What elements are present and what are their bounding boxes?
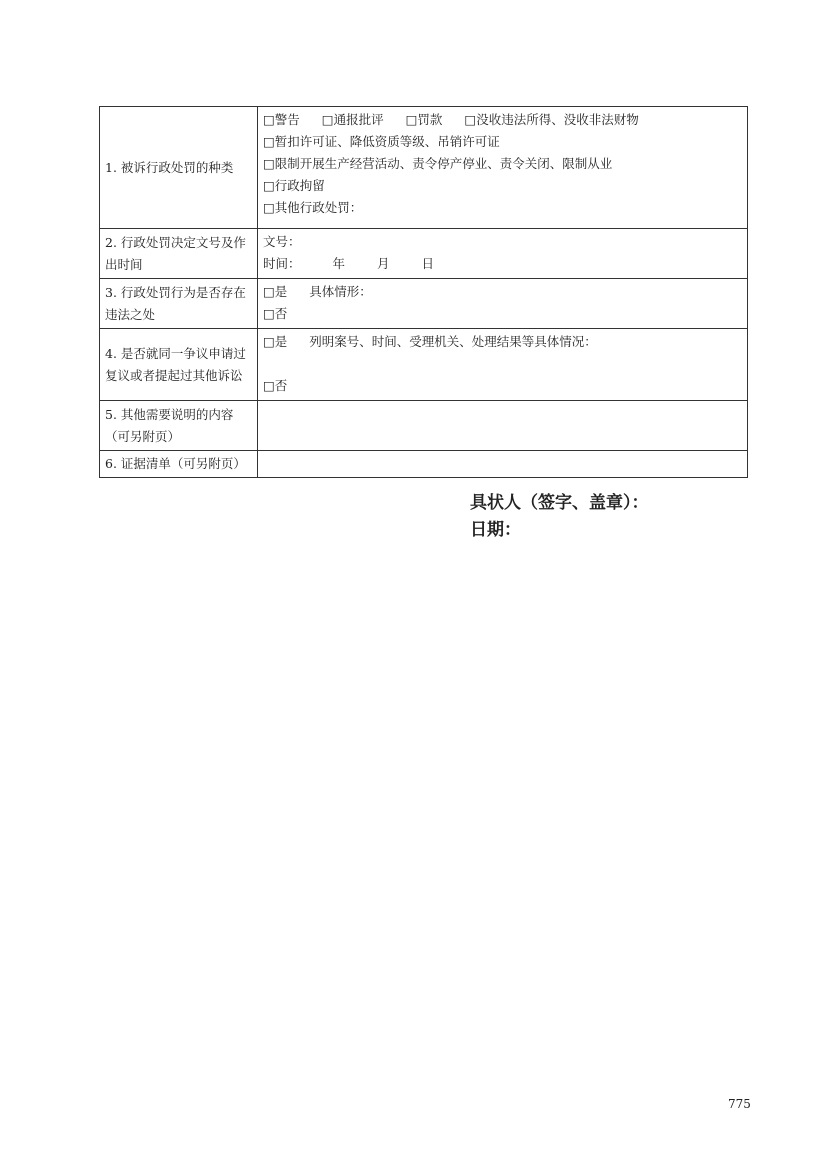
penalty-type-options bbox=[258, 107, 748, 229]
checkbox-option-detention[interactable]: □行政拘留 bbox=[263, 178, 325, 193]
decision-number-cell bbox=[258, 229, 748, 279]
checkbox-option-circulated-criticism[interactable]: □通报批评 bbox=[321, 112, 384, 127]
row-illegality bbox=[100, 279, 748, 329]
checkbox-option-warning[interactable]: □警告 bbox=[263, 112, 300, 127]
checkbox-option-confiscation[interactable]: □没收违法所得、没收非法财物 bbox=[464, 112, 639, 127]
page-number: 775 bbox=[728, 1097, 751, 1111]
prior-proceedings-cell bbox=[258, 329, 748, 401]
signature-block bbox=[470, 490, 649, 544]
checkbox-option-business-restriction[interactable]: □限制开展生产经营活动、责令停产停业、责令关闭、限制从业 bbox=[263, 156, 613, 171]
row-evidence-list bbox=[100, 451, 748, 478]
decision-time-field[interactable] bbox=[263, 253, 742, 275]
checkbox-yes[interactable]: □是 bbox=[263, 334, 288, 349]
row-label: 5. 其他需要说明的内容（可另附页） bbox=[100, 401, 258, 451]
row-prior-proceedings bbox=[100, 329, 748, 401]
checkbox-no[interactable]: □否 bbox=[263, 378, 288, 393]
checkbox-no[interactable]: □否 bbox=[263, 306, 288, 321]
illegality-cell bbox=[258, 279, 748, 329]
row-label: 2. 行政处罚决定文号及作出时间 bbox=[100, 229, 258, 279]
checkbox-option-license-suspension[interactable]: □暂扣许可证、降低资质等级、吊销许可证 bbox=[263, 134, 500, 149]
complaint-form-table bbox=[99, 106, 748, 478]
year-label: 年 bbox=[332, 256, 346, 271]
row-decision-number bbox=[100, 229, 748, 279]
options-line-1 bbox=[263, 109, 742, 131]
row-label: 4. 是否就同一争议申请过复议或者提起过其他诉讼 bbox=[100, 329, 258, 401]
row-label: 1. 被诉行政处罚的种类 bbox=[100, 107, 258, 229]
yes-detail-label: 列明案号、时间、受理机关、处理结果等具体情况： bbox=[309, 334, 597, 349]
checkbox-option-other-penalty[interactable]: □其他行政处罚： bbox=[263, 200, 363, 215]
row-label: 6. 证据清单（可另附页） bbox=[100, 451, 258, 478]
month-label: 月 bbox=[377, 256, 390, 271]
signer-label: 具状人（签字、盖章）： bbox=[470, 493, 649, 513]
doc-number-field[interactable]: 文号： bbox=[263, 234, 301, 249]
day-label: 日 bbox=[421, 256, 435, 271]
time-label: 时间： bbox=[263, 256, 301, 271]
checkbox-yes[interactable]: □是 bbox=[263, 284, 288, 299]
row-label: 3. 行政处罚行为是否存在违法之处 bbox=[100, 279, 258, 329]
other-notes-field[interactable] bbox=[258, 401, 748, 451]
evidence-list-field[interactable] bbox=[258, 451, 748, 478]
date-label: 日期： bbox=[470, 520, 521, 540]
checkbox-option-fine[interactable]: □罚款 bbox=[405, 112, 443, 127]
row-penalty-type bbox=[100, 107, 748, 229]
row-other-notes bbox=[100, 401, 748, 451]
yes-detail-label: 具体情形： bbox=[309, 284, 372, 299]
